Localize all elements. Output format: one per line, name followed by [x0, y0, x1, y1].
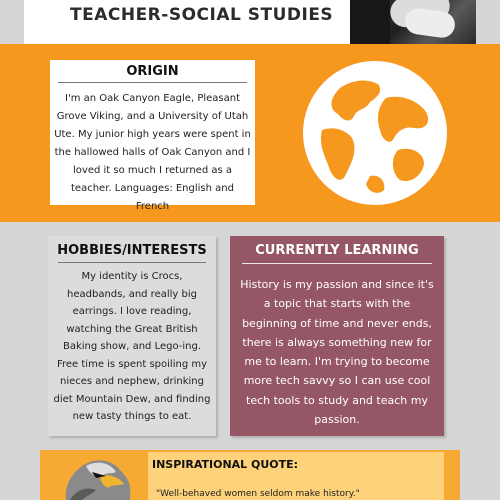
learning-text: History is my passion and since it's a topic that starts with the beginning of time and never ends, there is always something new for me to learn. I'm trying to become more tech savvy so I can use cool tech tools to study and teach my passion.: [240, 278, 434, 427]
learning-divider: [242, 263, 432, 264]
learning-title: CURRENTLY LEARNING: [255, 243, 419, 258]
hobbies-text: My identity is Crocs, headbands, and really big earrings. I love reading, watching the Great British Baking show, and Lego-ing. Free time is spent spoiling my nieces and nephew, drinking diet Mountain Dew, and finding new tasty things to eat.: [53, 271, 211, 422]
teacher-photo: [350, 0, 476, 44]
hobbies-divider: [58, 262, 206, 263]
hobbies-title: HOBBIES/INTERESTS: [57, 243, 207, 258]
eagle-mascot-icon: [56, 454, 138, 500]
globe-icon: [300, 58, 450, 208]
role-title: TEACHER-SOCIAL STUDIES: [70, 5, 334, 25]
quote-text: "Well-behaved women seldom make history.": [156, 489, 360, 499]
origin-text: I'm an Oak Canyon Eagle, Pleasant Grove Viking, and a University of Utah Ute. My junior high years were spent in the hallowed halls of Oak Canyon and I loved it so much I returned as a teacher. Languages: English and French: [54, 93, 251, 212]
origin-divider: [58, 82, 247, 83]
quote-title: INSPIRATIONAL QUOTE:: [152, 458, 299, 471]
origin-title: ORIGIN: [126, 64, 179, 79]
